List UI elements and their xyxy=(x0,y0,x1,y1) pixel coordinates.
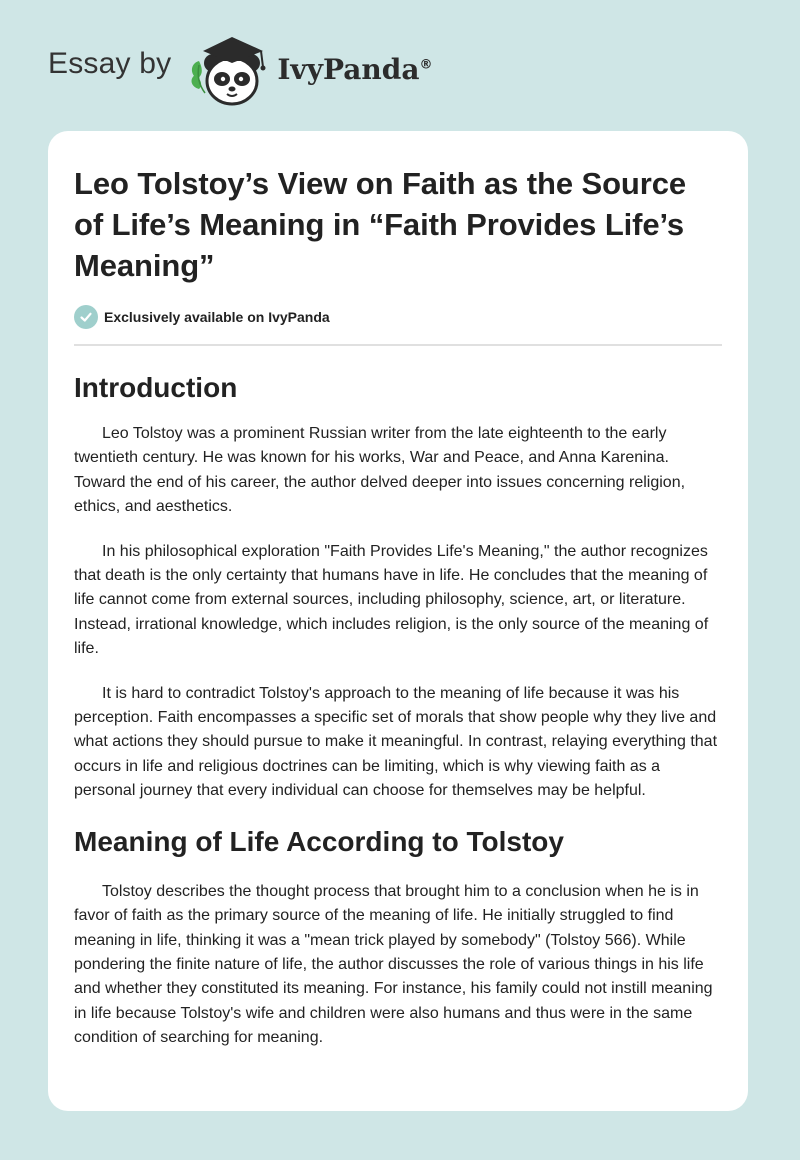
exclusive-badge xyxy=(74,304,722,330)
panda-logo-icon xyxy=(185,29,275,111)
title-divider xyxy=(74,344,722,346)
exclusive-label: Exclusively available on IvyPanda xyxy=(104,309,330,325)
brand-name-text: IvyPanda xyxy=(277,52,420,86)
brand-prefix: Essay by xyxy=(48,47,172,80)
brand-name xyxy=(277,53,432,86)
brand-header xyxy=(48,30,433,110)
essay-card xyxy=(48,131,748,1111)
paragraph: It is hard to contradict Tolstoy's approach to the meaning of life because it was his perception. Faith encompasses a specific set of morals that show people why they live and what actions they should pursue to make it meaningful. In contrast, relaying everything that occurs in life and religious doctrines can be limiting, which is why viewing faith as a personal journey that every individual can choose for themselves may be helpful. xyxy=(74,684,718,800)
section-heading-meaning-of-life: Meaning of Life According to Tolstoy xyxy=(74,825,564,857)
check-circle-icon xyxy=(74,305,98,329)
essay-title: Leo Tolstoy’s View on Faith as the Source of Life’s Meaning in “Faith Provides Life’s Meaning” xyxy=(74,166,687,283)
registered-mark: ® xyxy=(419,57,433,73)
paragraph: Tolstoy describes the thought process that brought him to a conclusion when he is in favor of faith as the primary source of the meaning of life. He initially struggled to find meaning in life, thinking it was a "mean trick played by somebody" (Tolstoy 566). While pondering the finite nature of life, the author discusses the role of various things in his life and whether they constituted its meaning. For instance, his family could not instill meaning in life because Tolstoy's wife and children were also humans and thus were in the same condition of searching for meaning. xyxy=(74,882,713,1047)
paragraph: In his philosophical exploration "Faith Provides Life's Meaning," the author recognizes that death is the only certainty that humans have in life. He concludes that the meaning of life cannot come from external sources, including philosophy, science, art, or literature. Instead, irrational knowledge, which includes religion, is the only source of the meaning of life. xyxy=(74,542,709,658)
paragraph: Leo Tolstoy was a prominent Russian writer from the late eighteenth to the early twentieth century. He was known for his works, War and Peace, and Anna Karenina. Toward the end of his career, the author delved deeper into issues concerning religion, ethics, and aesthetics. xyxy=(74,425,686,516)
check-mark-icon xyxy=(79,310,93,324)
section-heading-introduction: Introduction xyxy=(74,372,238,403)
